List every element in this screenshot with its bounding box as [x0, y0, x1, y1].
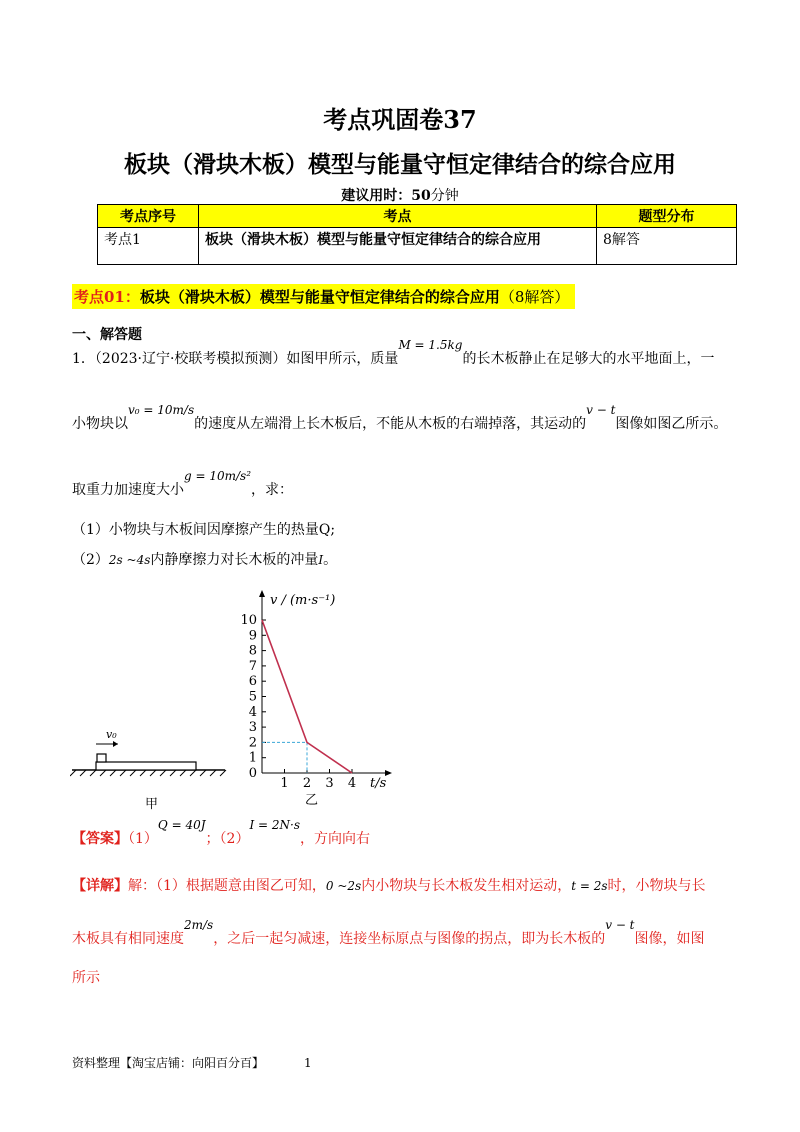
detail-math: 2m/s — [184, 918, 214, 932]
answer-label: 【答案】 — [72, 831, 128, 847]
y-axis-arrow — [259, 590, 265, 597]
small-block — [97, 754, 106, 762]
cell-topic: 板块（滑块木板）模型与能量守恒定律结合的综合应用 — [199, 228, 597, 265]
time-unit: 分钟 — [430, 188, 459, 204]
q1-text: 小物块以 — [72, 416, 128, 432]
answer-text: ，方向向右 — [299, 831, 370, 847]
q1-line3 — [72, 469, 294, 499]
y-tick-label: 8 — [248, 643, 257, 659]
y-tick-label: 6 — [248, 674, 257, 690]
origin-label: 0 — [248, 766, 257, 781]
q1-sub1: （1）小物块与木板间因摩擦产生的热量Q; — [72, 522, 336, 538]
detail-line2 — [72, 918, 705, 948]
answer-text: ；（2） — [205, 831, 250, 847]
y-axis-label: v / (m·s⁻¹) — [270, 593, 336, 608]
y-tick-label: 7 — [248, 658, 257, 674]
x-tick-label: 4 — [347, 776, 357, 791]
impulse-symbol: I — [318, 553, 324, 567]
detail-text: 时，小物块与长 — [607, 878, 706, 894]
x-tick-label: 2 — [302, 776, 312, 791]
section-heading — [72, 284, 575, 309]
time-range: 2s ~4s — [108, 553, 151, 567]
q1-text: 的长木板静止在足够大的水平地面上，一 — [462, 351, 715, 367]
suggested-time — [0, 185, 800, 205]
header-type: 题型分布 — [597, 205, 737, 228]
answer-Q: Q = 40J — [157, 818, 206, 832]
topic-table-header — [98, 205, 737, 228]
header-index: 考点序号 — [98, 205, 199, 228]
q1-text: 取重力加速度大小 — [72, 482, 184, 498]
answer-I: I = 2N·s — [249, 818, 300, 832]
detail-text: ，之后一起匀减速，连接坐标原点与图像的拐点，即为长木板的 — [213, 931, 606, 947]
time-value: 50 — [411, 188, 431, 204]
detail-line3: 所示 — [72, 970, 100, 986]
detail-text: 内小物块与长木板发生相对运动， — [361, 878, 572, 894]
cell-index: 考点1 — [98, 228, 199, 265]
section-prefix: 考点01： — [74, 288, 140, 306]
v0-label: v₀ — [106, 728, 117, 741]
page-number: 1 — [304, 1056, 312, 1070]
q1-text: 。 — [323, 552, 338, 568]
section-title: 板块（滑块木板）模型与能量守恒定律结合的综合应用 — [139, 288, 500, 306]
q1-text: 1．（2023·辽宁·校联考模拟预测）如图甲所示，质量 — [72, 351, 399, 367]
x-tick-label: 3 — [325, 776, 334, 791]
y-tick-label: 5 — [248, 689, 257, 705]
answer-text: （1） — [128, 831, 158, 847]
page-subtitle: 板块（滑块木板）模型与能量守恒定律结合的综合应用 — [124, 151, 676, 178]
detail-label: 【详解】 — [72, 878, 128, 894]
x-tick-label: 1 — [280, 776, 289, 791]
q1-text: 内静摩擦力对长木板的冲量 — [150, 552, 319, 568]
section-count: （8解答） — [499, 288, 570, 306]
figure-left-caption: 甲 — [145, 797, 159, 812]
detail-math: v − t — [605, 918, 635, 932]
detail-math: t = 2s — [571, 879, 608, 893]
detail-math: 0 ~2s — [325, 879, 362, 893]
table-row — [98, 228, 737, 265]
figure-board-diagram — [70, 718, 230, 818]
detail-text: 图像，如图 — [634, 931, 705, 947]
header-topic: 考点 — [199, 205, 597, 228]
footer-text: 资料整理【淘宝店铺：向阳百分百】 — [72, 1056, 265, 1070]
x-axis-label: t/s — [370, 776, 387, 791]
footer — [72, 1054, 312, 1071]
y-tick-label: 1 — [248, 750, 257, 766]
question-type-heading: 一、解答题 — [72, 327, 142, 343]
detail-text: 木板具有相同速度 — [72, 931, 184, 947]
vt-chart — [240, 586, 400, 806]
detail-text: 解：（1）根据题意由图乙可知， — [128, 878, 326, 894]
vt-formula: v − t — [586, 403, 616, 417]
y-tick-label: 10 — [240, 613, 257, 628]
long-board — [96, 762, 196, 770]
q1-line1 — [72, 338, 715, 368]
q1-line2 — [72, 403, 728, 433]
page-title: 考点巩固卷37 — [323, 105, 477, 134]
topic-table — [97, 204, 737, 265]
y-tick-label: 2 — [248, 735, 257, 751]
time-label: 建议用时： — [341, 188, 412, 204]
q1-sub2 — [72, 551, 337, 569]
figure-right-caption: 乙 — [305, 793, 319, 806]
v0-formula: v₀ = 10m/s — [128, 403, 195, 417]
cell-type: 8解答 — [597, 228, 737, 265]
q1-text: 的速度从左端滑上长木板后，不能从木板的右端掉落，其运动的 — [194, 416, 587, 432]
answer-line — [72, 818, 370, 848]
q1-text: 图像如图乙所示。 — [615, 416, 728, 432]
y-tick-label: 4 — [248, 704, 257, 720]
y-tick-label: 3 — [248, 720, 257, 736]
g-formula: g = 10m/s² — [184, 469, 252, 483]
y-tick-label: 9 — [248, 628, 257, 644]
q1-text: ，求： — [251, 482, 294, 498]
detail-line1 — [72, 877, 706, 895]
mass-formula: M = 1.5kg — [398, 338, 463, 352]
q1-text: （2） — [72, 552, 109, 568]
